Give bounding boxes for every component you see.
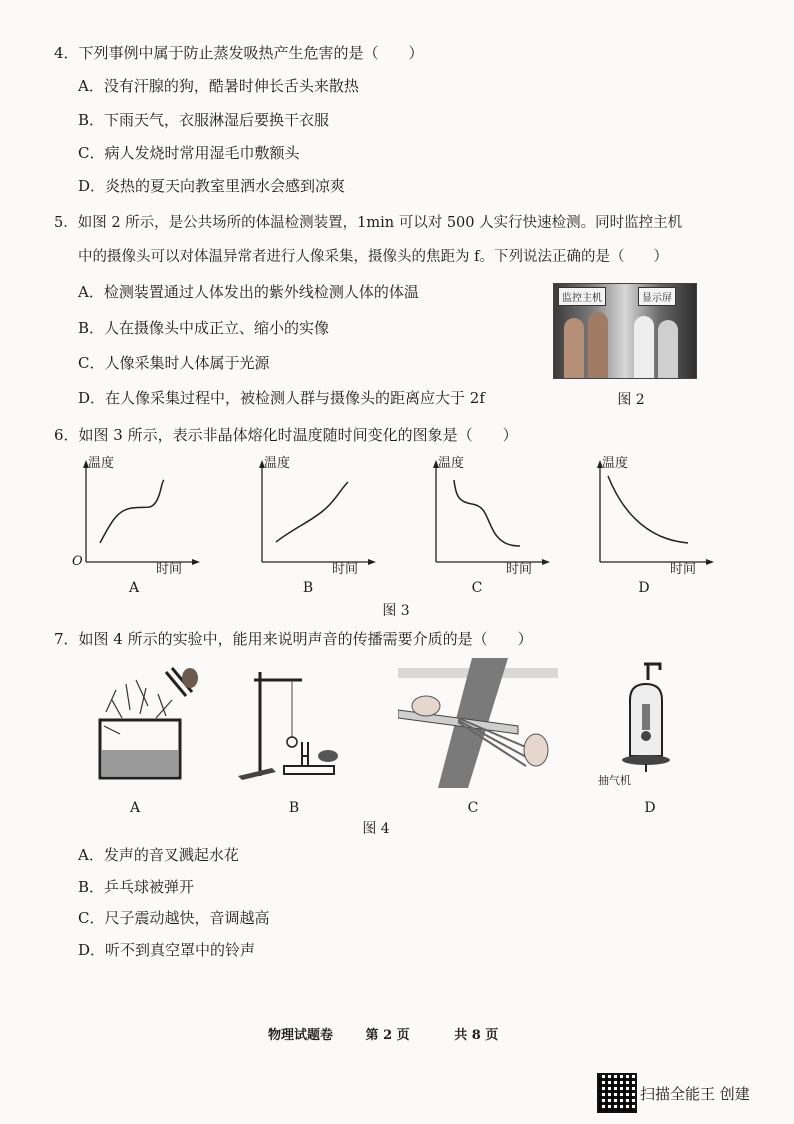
graph-c-label: C (471, 580, 483, 596)
graph-d-x-label: 时间 (670, 562, 697, 577)
graph-a-origin: O (72, 554, 83, 569)
graph-b-x-label: 时间 (332, 562, 359, 577)
graph-b-y-label: 温度 (264, 456, 291, 471)
graph-c-y-label: 温度 (438, 456, 465, 471)
vibrating-ruler-image (398, 658, 558, 788)
q7-option-a: A．发声的音叉溅起水花 (78, 846, 239, 864)
q7-option-d: D．听不到真空罩中的铃声 (78, 941, 256, 959)
graph-c (416, 450, 551, 575)
q5-stem-line2: 中的摄像头可以对体温异常者进行人像采集，摄像头的焦距为 f。下列说法正确的是（ ） (78, 249, 668, 265)
person-silhouette (564, 318, 584, 378)
graph-b-label: B (302, 580, 314, 596)
image-c-label: C (467, 800, 479, 816)
graph-d-y-label: 温度 (602, 456, 629, 471)
q5-stem-line1: 5．如图 2 所示，是公共场所的体温检测装置，1min 可以对 500 人实行快速检测。同时监控主机 (54, 215, 683, 231)
q4-option-d: D．炎热的夏天向教室里洒水会感到凉爽 (78, 177, 346, 195)
image-d-label: D (644, 800, 656, 816)
graph-c-x-label: 时间 (506, 562, 533, 577)
q5-option-b: B．人在摄像头中成正立、缩小的实像 (78, 319, 330, 337)
graph-d-label: D (638, 580, 650, 596)
graph-b (242, 450, 377, 575)
person-silhouette (588, 312, 608, 378)
photo-tag-display: 显示屏 (638, 287, 676, 306)
pump-label: 抽气机 (598, 774, 631, 787)
qr-code-icon (597, 1073, 637, 1113)
temperature-detector-photo (553, 283, 697, 379)
vacuum-bell-jar-image (614, 660, 694, 785)
q5-option-d: D．在人像采集过程中，被检测人群与摄像头的距离应大于 2f (78, 389, 485, 407)
figure-4-label: 图 4 (362, 821, 390, 837)
graph-d-plot (580, 450, 715, 575)
graph-a-plot (66, 450, 201, 575)
footer-title: 物理试题卷 (268, 1028, 334, 1043)
ping-pong-tuning-fork-image (232, 660, 352, 785)
graph-d (580, 450, 715, 575)
figure-2-label: 图 2 (617, 392, 645, 408)
image-b-label: B (288, 800, 300, 816)
person-silhouette (658, 320, 678, 378)
q7-stem: 7．如图 4 所示的实验中，能用来说明声音的传播需要介质的是（ ） (54, 630, 533, 648)
scanner-brand: 扫描全能王 创建 (640, 1085, 750, 1103)
graph-b-plot (242, 450, 377, 575)
q5-option-a: A．检测装置通过人体发出的紫外线检测人体的体温 (78, 283, 419, 301)
q4-option-a: A．没有汗腺的狗，酷暑时伸长舌头来散热 (78, 77, 359, 95)
footer-total: 共 8 页 (454, 1028, 499, 1043)
photo-tag-monitor: 监控主机 (558, 287, 606, 306)
figure-3-label: 图 3 (382, 603, 410, 619)
graph-a-x-label: 时间 (156, 562, 183, 577)
graph-a (66, 450, 201, 575)
q5-option-c: C．人像采集时人体属于光源 (78, 354, 270, 372)
graph-a-y-label: 温度 (88, 456, 115, 471)
q4-option-c: C．病人发烧时常用湿毛巾敷额头 (78, 144, 300, 162)
person-silhouette (634, 316, 654, 378)
tuning-fork-water-image (86, 660, 206, 785)
graph-c-plot (416, 450, 551, 575)
page-footer (268, 1024, 498, 1043)
graph-a-label: A (128, 580, 140, 596)
footer-page: 第 2 页 (365, 1028, 410, 1043)
q4-option-b: B．下雨天气，衣服淋湿后要换干衣服 (78, 111, 330, 129)
q6-stem: 6．如图 3 所示，表示非晶体熔化时温度随时间变化的图象是（ ） (54, 426, 518, 444)
q4-stem: 4．下列事例中属于防止蒸发吸热产生危害的是（ ） (54, 44, 424, 62)
image-a-label: A (129, 800, 141, 816)
q7-option-c: C．尺子震动越快，音调越高 (78, 909, 270, 927)
q7-option-b: B．乒乓球被弹开 (78, 878, 195, 896)
